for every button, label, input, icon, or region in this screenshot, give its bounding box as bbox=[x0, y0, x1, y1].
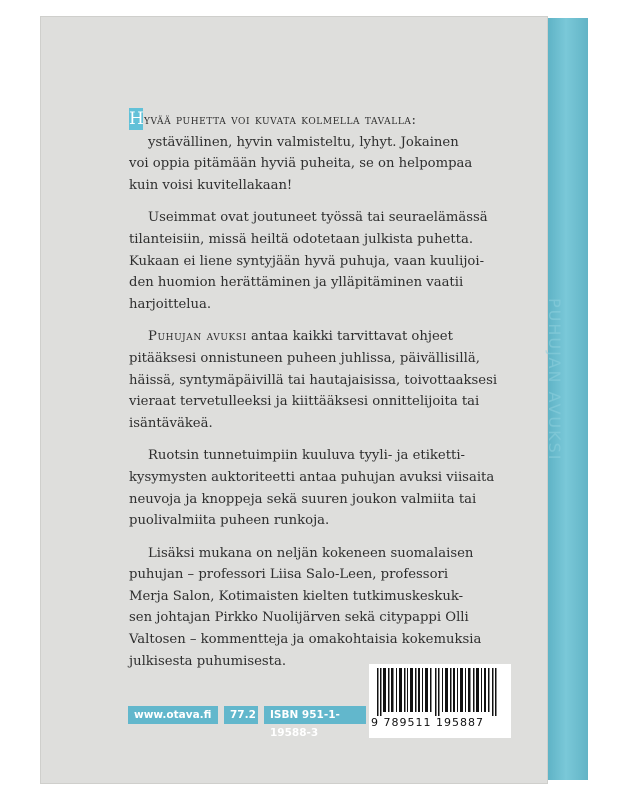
text-line: julkisesta puhumisesta. bbox=[129, 653, 287, 669]
isbn-label: ISBN 951-1-19588-3 bbox=[264, 706, 366, 724]
paragraph-3 bbox=[129, 326, 509, 434]
text-line: Useimmat ovat joutuneet työssä tai seuraelämässä bbox=[148, 210, 488, 226]
text-line: voi oppia pitämään hyviä puheita, se on helpompaa bbox=[129, 156, 473, 172]
book-spine bbox=[545, 18, 588, 780]
spine-title: PUHUJAN AVUKSI bbox=[545, 298, 564, 462]
barcode-bars bbox=[377, 668, 503, 716]
text-line: kuin voisi kuvitellakaan! bbox=[129, 177, 293, 193]
text-line: Lisäksi mukana on neljän kokeneen suomalaisen bbox=[148, 545, 474, 561]
text-line: puolivalmiita puheen runkoja. bbox=[129, 513, 330, 529]
paragraph-5 bbox=[129, 543, 509, 673]
text-line: puhujan – professori Liisa Salo-Leen, professori bbox=[129, 567, 449, 583]
text-line: neuvoja ja knoppeja sekä suuren joukon valmiita tai bbox=[129, 491, 477, 507]
text-line: Merja Salon, Kotimaisten kielten tutkimuskeskuk- bbox=[129, 588, 464, 604]
text-line: antaa kaikki tarvittavat ohjeet bbox=[246, 329, 453, 345]
text-line: Ruotsin tunnetuimpiin kuuluva tyyli- ja etiketti- bbox=[148, 448, 466, 464]
barcode bbox=[369, 664, 511, 738]
barcode-digits: 9 789511 195887 bbox=[371, 716, 484, 729]
text-line: den huomion herättäminen ja ylläpitäminen vaatii bbox=[129, 275, 464, 291]
text-line: kysymysten auktoriteetti antaa puhujan avuksi viisaita bbox=[129, 469, 495, 485]
paragraph-2 bbox=[129, 207, 509, 315]
text-line: sen johtajan Pirkko Nuolijärven sekä citypappi Olli bbox=[129, 610, 469, 626]
blurb-text bbox=[129, 108, 509, 683]
dropcap-letter: H bbox=[129, 109, 144, 129]
paragraph-intro bbox=[129, 108, 509, 196]
text-line: häissä, syntymäpäivillä tai hautajaisissa, toivottaaksesi bbox=[129, 372, 498, 388]
paragraph-4 bbox=[129, 445, 509, 531]
text-line: ystävällinen, hyvin valmisteltu, lyhyt. Jokainen bbox=[148, 134, 459, 150]
book-title-inline: Puhujan avuksi bbox=[148, 329, 247, 345]
text-line: vieraat tervetulleeksi ja kiittääksesi onnittelijoita tai bbox=[129, 394, 480, 410]
website-label: www.otava.fi bbox=[128, 706, 218, 724]
text-line: tilanteisiin, missä heiltä odotetaan julkista puhetta. bbox=[129, 231, 474, 247]
text-line: Valtosen – kommentteja ja omakohtaisia kokemuksia bbox=[129, 632, 482, 648]
text-line: isäntäväkeä. bbox=[129, 415, 213, 431]
intro-heading: yvää puhetta voi kuvata kolmella tavalla: bbox=[144, 113, 417, 128]
classification-label: 77.2 bbox=[224, 706, 258, 724]
text-line: harjoittelua. bbox=[129, 296, 212, 312]
text-line: Kukaan ei liene syntyjään hyvä puhuja, vaan kuulijoi- bbox=[129, 253, 485, 269]
text-line: pitääksesi onnistuneen puheen juhlissa, päivällisillä, bbox=[129, 350, 480, 366]
